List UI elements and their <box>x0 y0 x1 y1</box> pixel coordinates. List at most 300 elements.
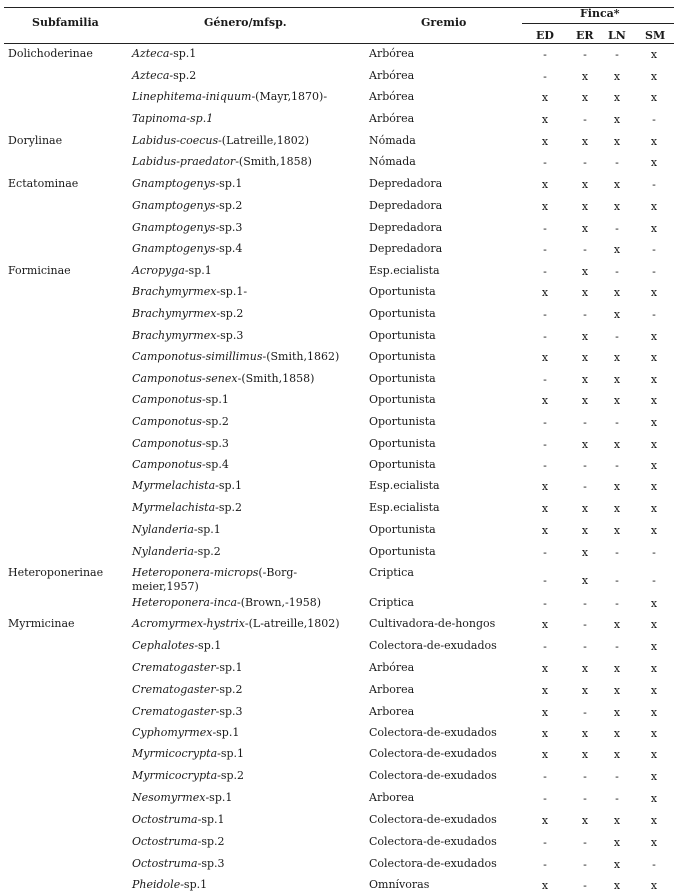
presence-mark: x <box>613 178 621 191</box>
guild-label: Colectora-de-exudados <box>369 639 497 652</box>
presence-mark: x <box>650 502 658 515</box>
presence-mark: x <box>541 351 549 364</box>
genus-name: Gnamptogenys <box>132 177 216 190</box>
presence-mark: - <box>543 574 547 587</box>
presence-mark: x <box>581 727 589 740</box>
presence-mark: - <box>583 618 587 631</box>
genus-name: Myrmicocrypta <box>132 769 218 782</box>
presence-mark: - <box>543 330 547 343</box>
species-suffix: -sp.1 <box>169 47 197 60</box>
genus-name: Gnamptogenys <box>132 221 216 234</box>
species-suffix: -sp.2 <box>215 683 243 696</box>
species-suffix: -sp.2 <box>201 415 229 428</box>
guild-label: Oportunista <box>369 523 436 536</box>
presence-mark: x <box>650 200 658 213</box>
presence-mark: x <box>581 502 589 515</box>
genus-name: Cephalotes <box>132 639 195 652</box>
presence-mark: - <box>583 480 587 493</box>
presence-mark: - <box>615 597 619 610</box>
species-name <box>132 372 314 385</box>
presence-mark: x <box>650 459 658 472</box>
species-name <box>132 350 339 363</box>
species-name <box>132 90 327 103</box>
presence-mark: x <box>613 858 621 871</box>
presence-mark: x <box>581 200 589 213</box>
species-suffix: -sp.3 <box>215 221 243 234</box>
species-suffix: -sp.1 <box>194 639 222 652</box>
genus-name: Camponotus <box>132 415 202 428</box>
presence-mark: - <box>543 858 547 871</box>
genus-name: Camponotus-simillimus <box>132 350 263 363</box>
guild-label: Oportunista <box>369 285 436 298</box>
header-farm-sm: SM <box>645 29 666 42</box>
presence-mark: x <box>650 480 658 493</box>
presence-mark: x <box>581 748 589 761</box>
species-name <box>132 134 309 147</box>
genus-name: Heteroponera-inca <box>132 596 238 609</box>
genus-name: Acromyrmex-hystrix <box>132 617 245 630</box>
guild-label: Colectora-de-exudados <box>369 769 497 782</box>
species-name <box>132 47 196 60</box>
subfamily-label: Dolichoderinae <box>8 47 93 60</box>
species-suffix: -sp.1 <box>215 479 243 492</box>
genus-name: Nesomyrmex <box>132 791 206 804</box>
species-name <box>132 878 207 891</box>
guild-label: Colectora-de-exudados <box>369 835 497 848</box>
presence-mark: - <box>615 416 619 429</box>
presence-mark: x <box>650 156 658 169</box>
presence-mark: x <box>581 814 589 827</box>
presence-mark: x <box>541 727 549 740</box>
presence-mark: x <box>541 814 549 827</box>
species-name <box>132 242 242 255</box>
presence-mark: x <box>541 200 549 213</box>
presence-mark: x <box>650 706 658 719</box>
species-name <box>132 112 213 125</box>
presence-mark: - <box>652 178 656 191</box>
presence-mark: - <box>543 459 547 472</box>
presence-mark: x <box>613 286 621 299</box>
presence-mark: - <box>583 706 587 719</box>
guild-label: Depredadora <box>369 199 443 212</box>
presence-mark: x <box>650 222 658 235</box>
presence-mark: x <box>581 684 589 697</box>
header-farm-er: ER <box>576 29 594 42</box>
presence-mark: x <box>541 135 549 148</box>
genus-name: Heteroponera-microps <box>132 566 259 579</box>
species-name <box>132 596 321 609</box>
species-name <box>132 264 212 277</box>
species-suffix: -sp.1 <box>215 661 243 674</box>
presence-mark: - <box>583 640 587 653</box>
genus-name: Brachymyrmex <box>132 285 217 298</box>
guild-label: Colectora-de-exudados <box>369 857 497 870</box>
presence-mark: x <box>650 70 658 83</box>
species-suffix: -sp.4 <box>201 458 229 471</box>
presence-mark: - <box>615 640 619 653</box>
subfamily-label: Dorylinae <box>8 134 63 147</box>
species-name <box>132 523 221 536</box>
species-name <box>132 458 229 471</box>
presence-mark: - <box>543 308 547 321</box>
guild-label: Nómada <box>369 134 416 147</box>
subfamily-label: Heteroponerinae <box>8 566 104 579</box>
presence-mark: x <box>581 524 589 537</box>
presence-mark: - <box>615 156 619 169</box>
presence-mark: x <box>650 438 658 451</box>
guild-label: Arbórea <box>369 661 415 674</box>
presence-mark: x <box>581 135 589 148</box>
presence-mark: x <box>613 308 621 321</box>
species-suffix: -sp.1 <box>215 177 243 190</box>
presence-mark: - <box>652 574 656 587</box>
presence-mark: x <box>613 351 621 364</box>
presence-mark: - <box>615 770 619 783</box>
presence-mark: x <box>650 836 658 849</box>
presence-mark: x <box>613 135 621 148</box>
presence-mark: x <box>650 748 658 761</box>
presence-mark: x <box>541 113 549 126</box>
genus-name: Pheidole <box>132 878 181 891</box>
presence-mark: x <box>650 135 658 148</box>
genus-name: Tapinoma-sp.1 <box>132 112 214 125</box>
presence-mark: - <box>543 70 547 83</box>
species-suffix: -sp.1 <box>193 523 221 536</box>
guild-label: Oportunista <box>369 545 436 558</box>
presence-mark: - <box>543 265 547 278</box>
genus-name: Gnamptogenys <box>132 242 216 255</box>
presence-mark: - <box>615 459 619 472</box>
species-name <box>132 329 243 342</box>
genus-name: Myrmelachista <box>132 501 216 514</box>
presence-mark: x <box>541 662 549 675</box>
species-suffix: -sp.3 <box>197 857 225 870</box>
species-suffix: -sp.1 <box>180 878 208 891</box>
species-name <box>132 835 225 848</box>
species-suffix: -(Mayr,1870)- <box>251 90 328 103</box>
species-suffix: -sp.3 <box>201 437 229 450</box>
presence-mark: x <box>581 222 589 235</box>
species-suffix: -sp.2 <box>197 835 225 848</box>
presence-mark: x <box>613 200 621 213</box>
genus-name: Linephitema-iniquum <box>132 90 252 103</box>
presence-mark: x <box>650 373 658 386</box>
species-name <box>132 199 242 212</box>
guild-label: Arborea <box>369 791 415 804</box>
species-name <box>132 726 239 739</box>
species-suffix: -sp.3 <box>216 329 244 342</box>
guild-label: Oportunista <box>369 329 436 342</box>
genus-name: Labidus-praedator <box>132 155 236 168</box>
presence-mark: x <box>613 706 621 719</box>
presence-mark: x <box>650 814 658 827</box>
genus-name: Acropyga <box>132 264 185 277</box>
species-suffix: -sp.1 <box>217 747 245 760</box>
guild-label: Esp.ecialista <box>369 501 440 514</box>
presence-mark: x <box>541 684 549 697</box>
presence-mark: - <box>543 438 547 451</box>
genus-name: Crematogaster <box>132 705 216 718</box>
header-gremio: Gremio <box>421 16 467 29</box>
species-suffix: -sp.1- <box>216 285 248 298</box>
presence-mark: - <box>615 222 619 235</box>
presence-mark: - <box>583 459 587 472</box>
species-suffix: -(Smith,1858) <box>237 372 315 385</box>
presence-mark: x <box>650 416 658 429</box>
presence-mark: x <box>581 574 589 587</box>
presence-mark: x <box>613 373 621 386</box>
presence-mark: - <box>615 546 619 559</box>
species-name <box>132 221 242 234</box>
guild-label: Nómada <box>369 155 416 168</box>
presence-mark: - <box>583 836 587 849</box>
presence-mark: x <box>613 524 621 537</box>
presence-mark: - <box>583 792 587 805</box>
genus-name: Cyphomyrmex <box>132 726 213 739</box>
presence-mark: x <box>613 814 621 827</box>
species-name <box>132 639 221 652</box>
presence-mark: - <box>652 113 656 126</box>
guild-label: Criptica <box>369 566 414 579</box>
presence-mark: - <box>652 243 656 256</box>
presence-mark: - <box>543 546 547 559</box>
presence-mark: - <box>583 113 587 126</box>
presence-mark: - <box>652 858 656 871</box>
subfamily-label: Formicinae <box>8 264 71 277</box>
presence-mark: x <box>581 373 589 386</box>
species-suffix: -sp.2 <box>169 69 197 82</box>
presence-mark: x <box>613 91 621 104</box>
presence-mark: - <box>615 48 619 61</box>
presence-mark: - <box>583 597 587 610</box>
species-suffix: -sp.2 <box>216 307 244 320</box>
genus-name: Octostruma <box>132 813 198 826</box>
presence-mark: x <box>650 330 658 343</box>
species-name <box>132 661 243 674</box>
presence-mark: x <box>650 684 658 697</box>
presence-mark: - <box>583 308 587 321</box>
genus-name: Myrmicocrypta <box>132 747 218 760</box>
species-name <box>132 683 243 696</box>
presence-mark: x <box>613 684 621 697</box>
presence-mark: x <box>541 394 549 407</box>
species-suffix: -sp.4 <box>215 242 243 255</box>
species-name <box>132 69 196 82</box>
presence-mark: - <box>583 48 587 61</box>
presence-mark: - <box>615 792 619 805</box>
guild-label: Colectora-de-exudados <box>369 813 497 826</box>
genus-name: Nylanderia <box>132 523 194 536</box>
species-name <box>132 437 229 450</box>
subfamily-label: Myrmicinae <box>8 617 75 630</box>
presence-mark: x <box>613 438 621 451</box>
presence-mark: x <box>581 394 589 407</box>
presence-mark: x <box>581 438 589 451</box>
header-farm-ln: LN <box>608 29 626 42</box>
header-farm-ed: ED <box>536 29 554 42</box>
genus-name: Brachymyrmex <box>132 329 217 342</box>
presence-mark: x <box>581 265 589 278</box>
genus-name: Camponotus <box>132 393 202 406</box>
presence-mark: - <box>543 640 547 653</box>
genus-name: Crematogaster <box>132 661 216 674</box>
subfamily-label: Ectatominae <box>8 177 79 190</box>
presence-mark: - <box>543 597 547 610</box>
presence-mark: - <box>615 330 619 343</box>
presence-mark: x <box>613 836 621 849</box>
species-suffix: (-Borg- <box>258 566 298 579</box>
presence-mark: x <box>613 394 621 407</box>
presence-mark: - <box>583 858 587 871</box>
species-name <box>132 415 229 428</box>
genus-name: Gnamptogenys <box>132 199 216 212</box>
guild-label: Esp.ecialista <box>369 264 440 277</box>
species-suffix: -sp.3 <box>215 705 243 718</box>
guild-label: Arborea <box>369 683 415 696</box>
species-suffix: -sp.1 <box>201 393 229 406</box>
presence-mark: x <box>650 662 658 675</box>
species-suffix: -sp.2 <box>215 501 243 514</box>
guild-label: Colectora-de-exudados <box>369 726 497 739</box>
presence-mark: x <box>613 748 621 761</box>
genus-name: Azteca <box>132 69 170 82</box>
guild-label: Depredadora <box>369 221 443 234</box>
finca-rule <box>522 23 674 24</box>
species-name <box>132 747 244 760</box>
presence-mark: x <box>613 480 621 493</box>
species-name <box>132 177 242 190</box>
guild-label: Depredadora <box>369 177 443 190</box>
presence-mark: - <box>543 836 547 849</box>
header-rule <box>4 43 674 44</box>
species-name <box>132 566 297 579</box>
guild-label: Colectora-de-exudados <box>369 747 497 760</box>
guild-label: Arborea <box>369 705 415 718</box>
header-subfamilia: Subfamilia <box>32 16 99 29</box>
presence-mark: x <box>650 879 658 892</box>
guild-label: Oportunista <box>369 393 436 406</box>
presence-mark: x <box>650 792 658 805</box>
presence-mark: x <box>613 70 621 83</box>
species-suffix: -sp.1 <box>197 813 225 826</box>
species-suffix: -(L-atreille,1802) <box>244 617 340 630</box>
presence-mark: x <box>581 330 589 343</box>
species-name <box>132 791 232 804</box>
presence-mark: x <box>650 91 658 104</box>
presence-mark: x <box>581 662 589 675</box>
presence-mark: x <box>581 546 589 559</box>
presence-mark: x <box>650 597 658 610</box>
species-name <box>132 501 242 514</box>
presence-mark: x <box>613 618 621 631</box>
presence-mark: x <box>581 351 589 364</box>
species-name <box>132 857 225 870</box>
genus-name: Nylanderia <box>132 545 194 558</box>
presence-mark: x <box>541 879 549 892</box>
genus-name: Myrmelachista <box>132 479 216 492</box>
presence-mark: - <box>543 373 547 386</box>
species-suffix: -sp.1 <box>212 726 240 739</box>
header-genero: Género/mfsp. <box>204 16 287 29</box>
genus-name: Camponotus-senex <box>132 372 238 385</box>
genus-name: Crematogaster <box>132 683 216 696</box>
presence-mark: x <box>541 524 549 537</box>
presence-mark: - <box>652 265 656 278</box>
presence-mark: - <box>543 243 547 256</box>
presence-mark: x <box>650 727 658 740</box>
species-name <box>132 769 244 782</box>
genus-name: Octostruma <box>132 835 198 848</box>
presence-mark: - <box>615 574 619 587</box>
species-name <box>132 307 243 320</box>
guild-label: Oportunista <box>369 372 436 385</box>
presence-mark: x <box>650 524 658 537</box>
species-suffix: -sp.1 <box>184 264 212 277</box>
species-suffix: -(Brown,-1958) <box>237 596 322 609</box>
header-finca: Finca* <box>580 7 620 20</box>
presence-mark: - <box>652 308 656 321</box>
species-name <box>132 285 247 298</box>
presence-mark: x <box>650 351 658 364</box>
species-suffix: -sp.1 <box>205 791 233 804</box>
presence-mark: - <box>543 770 547 783</box>
presence-mark: x <box>650 770 658 783</box>
presence-mark: x <box>650 618 658 631</box>
presence-mark: x <box>650 394 658 407</box>
species-suffix: -(Latreille,1802) <box>218 134 309 147</box>
guild-label: Cultivadora-de-hongos <box>369 617 496 630</box>
presence-mark: x <box>613 502 621 515</box>
species-name <box>132 705 243 718</box>
presence-mark: x <box>541 480 549 493</box>
presence-mark: x <box>613 727 621 740</box>
presence-mark: - <box>543 792 547 805</box>
guild-label: Arbórea <box>369 90 415 103</box>
guild-label: Depredadora <box>369 242 443 255</box>
species-suffix: -sp.2 <box>215 199 243 212</box>
presence-mark: - <box>543 48 547 61</box>
guild-label: Oportunista <box>369 350 436 363</box>
presence-mark: - <box>543 416 547 429</box>
species-name-continued: meier,1957) <box>132 580 199 593</box>
presence-mark: x <box>581 91 589 104</box>
guild-label: Criptica <box>369 596 414 609</box>
guild-label: Arbórea <box>369 112 415 125</box>
presence-mark: - <box>583 243 587 256</box>
species-suffix: -sp.2 <box>193 545 221 558</box>
species-suffix: -(Smith,1858) <box>235 155 312 168</box>
species-name <box>132 617 340 630</box>
presence-mark: - <box>583 770 587 783</box>
species-name <box>132 813 225 826</box>
guild-label: Arbórea <box>369 47 415 60</box>
presence-mark: x <box>541 178 549 191</box>
species-name <box>132 155 312 168</box>
presence-mark: - <box>615 265 619 278</box>
species-suffix: -(Smith,1862) <box>262 350 340 363</box>
presence-mark: - <box>652 546 656 559</box>
presence-mark: x <box>541 748 549 761</box>
species-suffix: -sp.2 <box>217 769 245 782</box>
presence-mark: x <box>650 640 658 653</box>
species-name <box>132 479 242 492</box>
guild-label: Oportunista <box>369 415 436 428</box>
presence-mark: - <box>583 879 587 892</box>
genus-name: Octostruma <box>132 857 198 870</box>
genus-name: Brachymyrmex <box>132 307 217 320</box>
genus-name: Camponotus <box>132 437 202 450</box>
presence-mark: x <box>613 662 621 675</box>
